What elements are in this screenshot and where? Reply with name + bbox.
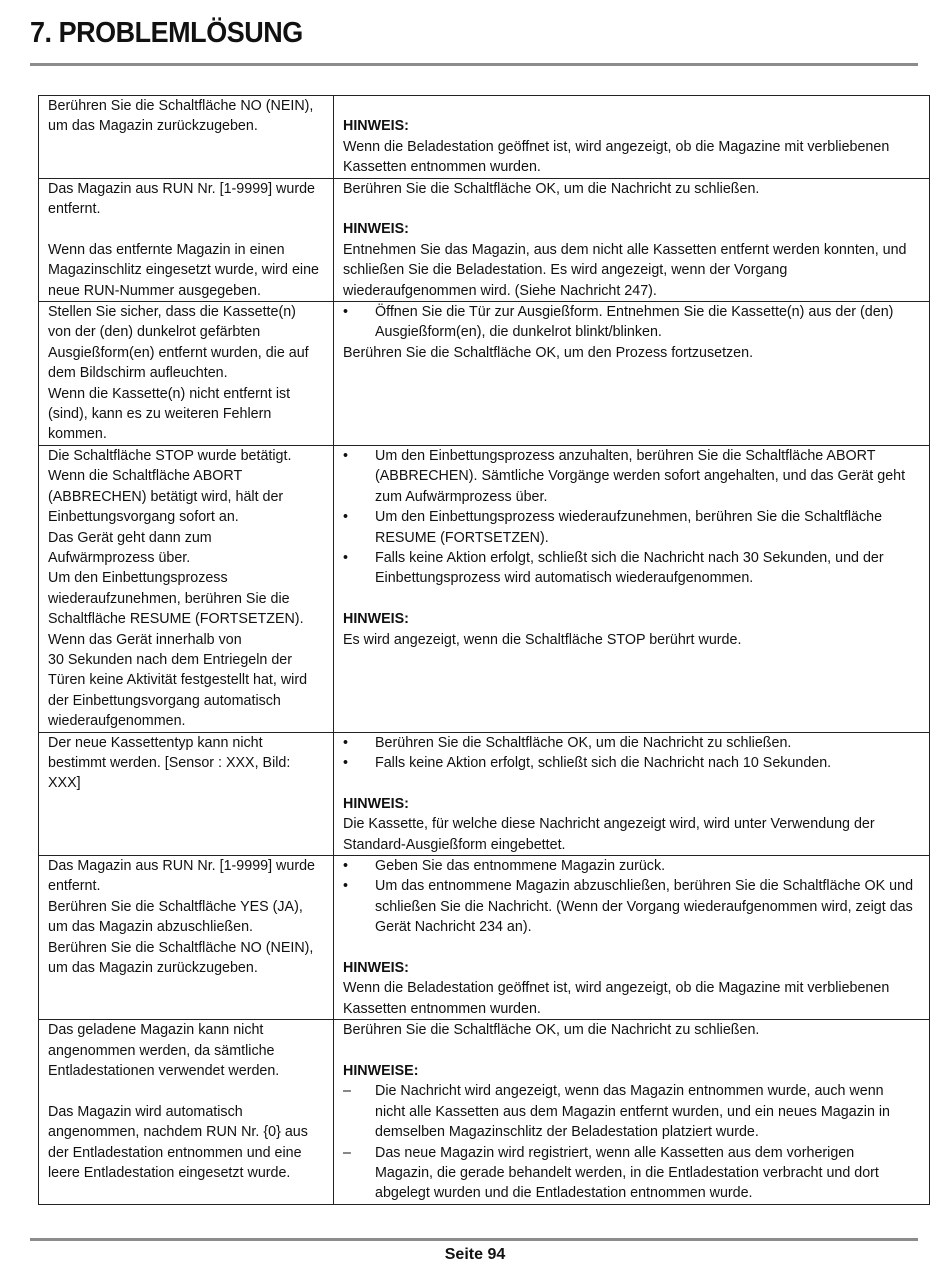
message-text: Die Schaltfläche STOP wurde betätigt. Wenn die Schaltfläche ABORT (ABBRECHEN) betätigt wird, hält der Einbettungsvorgang sofort an. Das Gerät geht dann zum Aufwärmprozess über. Um den Einbettungsprozess wiederaufzunehmen, berühren Sie die Schaltfläche RESUME (FORTSETZEN). Wenn das Gerät innerhalb von 30 Sekunden nach dem Entriegeln der Türen keine Aktivität festgestellt hat, wird der Einbettungsvorgang automatisch wiederaufgenommen. bbox=[48, 447, 308, 730]
paragraph-gap bbox=[343, 773, 921, 793]
action-cell bbox=[334, 178, 930, 301]
message-cell bbox=[39, 855, 334, 1019]
action-list bbox=[343, 302, 921, 343]
bullet-icon: • bbox=[343, 509, 349, 526]
action-list bbox=[343, 733, 921, 774]
bullet-icon: • bbox=[343, 447, 349, 464]
action-text: Es wird angezeigt, wenn die Schaltfläche STOP berührt wurde. bbox=[343, 631, 742, 648]
table-row bbox=[39, 178, 930, 301]
message-table bbox=[38, 95, 930, 1205]
note-heading: HINWEISE: bbox=[343, 1063, 419, 1080]
list-item-text: Um das entnommene Magazin abzuschließen, berühren Sie die Schaltfläche OK und schließen Sie die Nachricht. (Wenn der Vorgang wiederaufgenommen wird, zeigt das Gerät Nachricht 234 an). bbox=[375, 878, 914, 936]
action-text: Berühren Sie die Schaltfläche OK, um die Nachricht zu schließen. bbox=[343, 180, 760, 197]
table-row bbox=[39, 732, 930, 855]
action-cell bbox=[334, 855, 930, 1019]
list-item bbox=[343, 753, 921, 773]
message-cell bbox=[39, 96, 334, 179]
table-row bbox=[39, 855, 930, 1019]
action-text: Berühren Sie die Schaltfläche OK, um den Prozess fortzusetzen. bbox=[343, 344, 754, 361]
page-title: 7. PROBLEMLÖSUNG bbox=[30, 17, 303, 49]
bullet-icon: • bbox=[343, 754, 349, 771]
table-row bbox=[39, 302, 930, 446]
note-heading: HINWEIS: bbox=[343, 960, 409, 976]
message-cell bbox=[39, 302, 334, 446]
list-item-text: Das neue Magazin wird registriert, wenn alle Kassetten aus dem vorherigen Magazin, die gerade behandelt werden, in die Entladestation verbracht und dort abgelegt wurden und die Entladestation entnommen wurde. bbox=[375, 1144, 879, 1202]
list-item-text: Um den Einbettungsprozess wiederaufzunehmen, berühren Sie die Schaltfläche RESUME (FORTSETZEN). bbox=[375, 509, 883, 546]
list-item bbox=[343, 1081, 921, 1142]
paragraph-gap bbox=[343, 589, 921, 609]
paragraph-gap bbox=[343, 1041, 921, 1061]
message-table-body bbox=[39, 96, 930, 1205]
paragraph-gap bbox=[343, 96, 921, 116]
list-item bbox=[343, 1143, 921, 1204]
bullet-icon: • bbox=[343, 549, 349, 566]
page-number: Seite 94 bbox=[444, 1246, 506, 1263]
paragraph-gap bbox=[343, 199, 921, 219]
message-cell bbox=[39, 178, 334, 301]
note-heading: HINWEIS: bbox=[343, 795, 409, 812]
message-text: Das Magazin aus RUN Nr. [1-9999] wurde entfernt. Berühren Sie die Schaltfläche YES (JA), um das Magazin abzuschließen. Berühren Sie die Schaltfläche NO (NEIN), um das Magazin zurückzugeben. bbox=[48, 857, 315, 977]
message-text: Wenn das entfernte Magazin in einen Magazinschlitz eingesetzt wurde, wird eine neue RUN-Nummer ausgegeben. bbox=[48, 241, 319, 299]
action-cell bbox=[334, 96, 930, 179]
bullet-icon: • bbox=[343, 734, 349, 751]
list-item bbox=[343, 856, 921, 876]
list-item bbox=[343, 876, 921, 937]
list-item bbox=[343, 446, 921, 507]
action-text: Wenn die Beladestation geöffnet ist, wird angezeigt, ob die Magazine mit verbliebenen Kassetten entnommen wurden. bbox=[343, 980, 890, 1017]
action-cell bbox=[334, 732, 930, 855]
action-list bbox=[343, 856, 921, 938]
table-row bbox=[39, 1020, 930, 1205]
list-item bbox=[343, 507, 921, 548]
table-row bbox=[39, 96, 930, 179]
list-item-text: Die Nachricht wird angezeigt, wenn das Magazin entnommen wurde, auch wenn nicht alle Kassetten aus dem Magazin entfernt wurden, und ein neues Magazin in demselben Magazinschlitz der Beladestation platziert wurde. bbox=[375, 1083, 891, 1141]
paragraph-gap bbox=[48, 219, 325, 239]
table-row bbox=[39, 445, 930, 732]
action-text: Entnehmen Sie das Magazin, aus dem nicht alle Kassetten entfernt werden konnten, und schließen Sie die Beladestation. Es wird angezeigt, wenn der Vorgang wiederaufgenommen wird. (Siehe Nachricht 247). bbox=[343, 241, 907, 299]
action-list bbox=[343, 1081, 921, 1203]
action-cell bbox=[334, 1020, 930, 1205]
header-divider bbox=[30, 63, 918, 66]
bullet-icon: • bbox=[343, 878, 349, 895]
list-item bbox=[343, 302, 921, 343]
note-heading: HINWEIS: bbox=[343, 221, 409, 238]
list-item-text: Öffnen Sie die Tür zur Ausgießform. Entnehmen Sie die Kassette(n) aus der (den) Ausgießform(en), die dunkelrot blinkt/blinken. bbox=[375, 304, 894, 341]
action-text: Wenn die Beladestation geöffnet ist, wird angezeigt, ob die Magazine mit verbliebenen Kassetten entnommen wurden. bbox=[343, 138, 890, 176]
list-item-text: Falls keine Aktion erfolgt, schließt sich die Nachricht nach 30 Sekunden, und der Einbettungsprozess wird automatisch wiederaufgenommen. bbox=[375, 549, 884, 587]
list-item-text: Falls keine Aktion erfolgt, schließt sich die Nachricht nach 10 Sekunden. bbox=[375, 754, 832, 771]
message-text: Das Magazin aus RUN Nr. [1-9999] wurde entfernt. bbox=[48, 180, 315, 218]
action-cell bbox=[334, 302, 930, 446]
dash-icon: – bbox=[343, 1083, 351, 1100]
message-text: Stellen Sie sicher, dass die Kassette(n) von der (den) dunkelrot gefärbten Ausgießform(en) entfernt wurden, die auf dem Bildschirm aufleuchten. Wenn die Kassette(n) nicht entfernt ist (sind), kann es zu weiteren Fehlern kommen. bbox=[48, 304, 309, 443]
message-text: Berühren Sie die Schaltfläche NO (NEIN), um das Magazin zurückzugeben. bbox=[48, 98, 314, 135]
action-list bbox=[343, 446, 921, 589]
paragraph-gap bbox=[48, 1081, 325, 1101]
list-item bbox=[343, 548, 921, 589]
list-item-text: Geben Sie das entnommene Magazin zurück. bbox=[375, 857, 666, 874]
bullet-icon: • bbox=[343, 304, 349, 321]
message-cell bbox=[39, 732, 334, 855]
action-text: Berühren Sie die Schaltfläche OK, um die Nachricht zu schließen. bbox=[343, 1022, 760, 1039]
action-cell bbox=[334, 445, 930, 732]
list-item-text: Um den Einbettungsprozess anzuhalten, berühren Sie die Schaltfläche ABORT (ABBRECHEN). Sämtliche Vorgänge werden sofort angehalten, und das Gerät geht zum Aufwärmprozess über. bbox=[375, 447, 906, 505]
message-text: Das geladene Magazin kann nicht angenommen werden, da sämtliche Entladestationen verwendet werden. bbox=[48, 1022, 280, 1080]
paragraph-gap bbox=[343, 938, 921, 958]
dash-icon: – bbox=[343, 1144, 351, 1161]
message-text: Das Magazin wird automatisch angenommen, nachdem RUN Nr. {0} aus der Entladestation entnommen und eine leere Entladestation eingesetzt wurde. bbox=[48, 1103, 308, 1182]
message-text: Der neue Kassettentyp kann nicht bestimmt werden. [Sensor : XXX, Bild: XXX] bbox=[48, 734, 291, 792]
note-heading: HINWEIS: bbox=[343, 611, 409, 628]
bullet-icon: • bbox=[343, 857, 349, 874]
footer-divider bbox=[30, 1238, 918, 1241]
message-cell bbox=[39, 1020, 334, 1205]
action-text: Die Kassette, für welche diese Nachricht angezeigt wird, wird unter Verwendung der Standard-Ausgießform eingebettet. bbox=[343, 816, 875, 853]
list-item-text: Berühren Sie die Schaltfläche OK, um die Nachricht zu schließen. bbox=[375, 734, 792, 751]
list-item bbox=[343, 733, 921, 753]
note-heading: HINWEIS: bbox=[343, 118, 409, 135]
message-cell bbox=[39, 445, 334, 732]
